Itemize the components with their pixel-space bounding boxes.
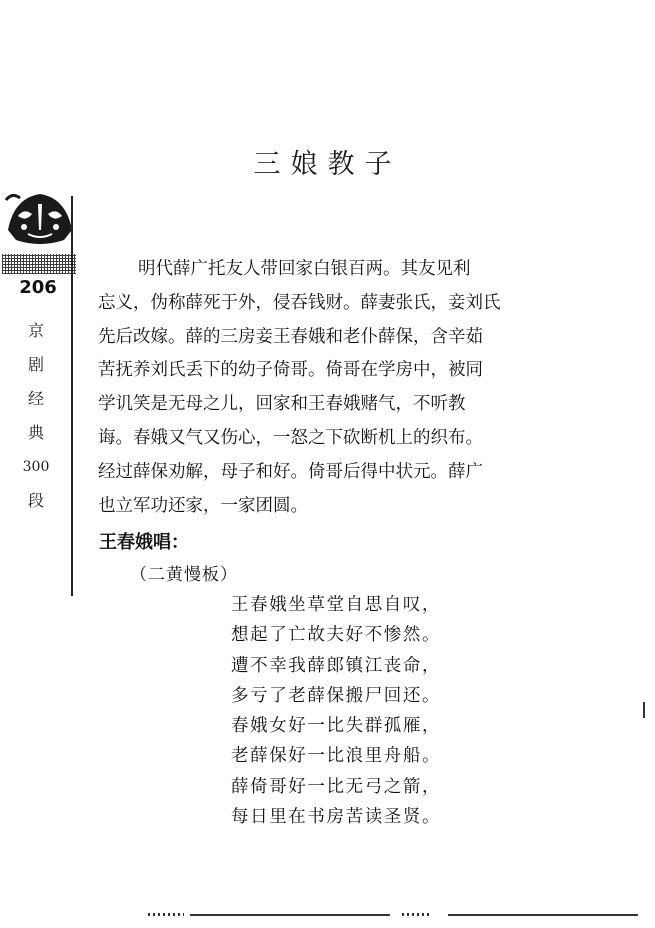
text-line: 学讥笑是无母之儿，回家和王春娥赌气，不听教	[98, 394, 466, 415]
singer-heading: 王春娥唱：	[99, 532, 189, 553]
text-line: 经过薛保劝解，母子和好。倚哥后得中状元。薛广	[98, 461, 483, 482]
lyrics-block	[231, 590, 441, 832]
lyric-line: 老薛保好一比浪里舟船。	[231, 746, 442, 767]
lyric-line: 王春娥坐草堂自思自叹，	[231, 595, 442, 615]
text-line: 诲。春娥又气又伤心，一怒之下砍断机上的织布。	[98, 427, 483, 448]
text-line: 也立军功还家，一家团圆。	[98, 495, 308, 516]
margin-rule	[71, 196, 73, 596]
lyric-line: 薛倚哥好一比无弓之箭，	[231, 776, 442, 797]
opera-mask-icon	[4, 190, 76, 248]
book-title-char: 300	[22, 459, 50, 475]
lyric-line: 每日里在书房苦读圣贤。	[231, 807, 442, 828]
lyric-line: 想起了亡故夫好不惨然。	[231, 625, 442, 646]
book-title-char: 经	[27, 389, 44, 408]
tune-label: （二黄慢板）	[130, 565, 238, 585]
text-line: 忘义，伪称薛死于外，侵吞钱财。薛妻张氏，妾刘氏	[98, 292, 501, 313]
scan-artifact	[402, 913, 430, 916]
text-line: 苦抚养刘氏丢下的幼子倚哥。倚哥在学房中，被同	[98, 360, 483, 381]
book-title-char: 段	[27, 491, 44, 510]
page-number: 206	[19, 277, 57, 298]
scan-mark	[643, 702, 645, 718]
lyric-line: 多亏了老薛保搬尸回还。	[231, 685, 442, 706]
bottom-rule	[190, 914, 390, 916]
bottom-rule	[448, 914, 638, 916]
scan-artifact	[148, 913, 184, 916]
book-title-char: 剧	[27, 355, 44, 374]
text-line: 先后改嫁。薛的三房妾王春娥和老仆薛保，含辛茹	[98, 326, 483, 347]
book-title-char: 典	[27, 423, 44, 442]
running-book-title	[22, 314, 50, 518]
lyric-line: 春娥女好一比失群孤雁，	[231, 716, 442, 737]
book-title-char: 京	[27, 321, 44, 340]
decorative-hatch	[2, 254, 76, 274]
text-line: 明代薛广托友人带回家白银百两。其友见利	[138, 259, 471, 279]
page-title: 三娘教子	[253, 149, 402, 180]
synopsis-paragraph	[98, 253, 560, 523]
lyric-line: 遭不幸我薛郎镇江丧命，	[231, 655, 442, 676]
